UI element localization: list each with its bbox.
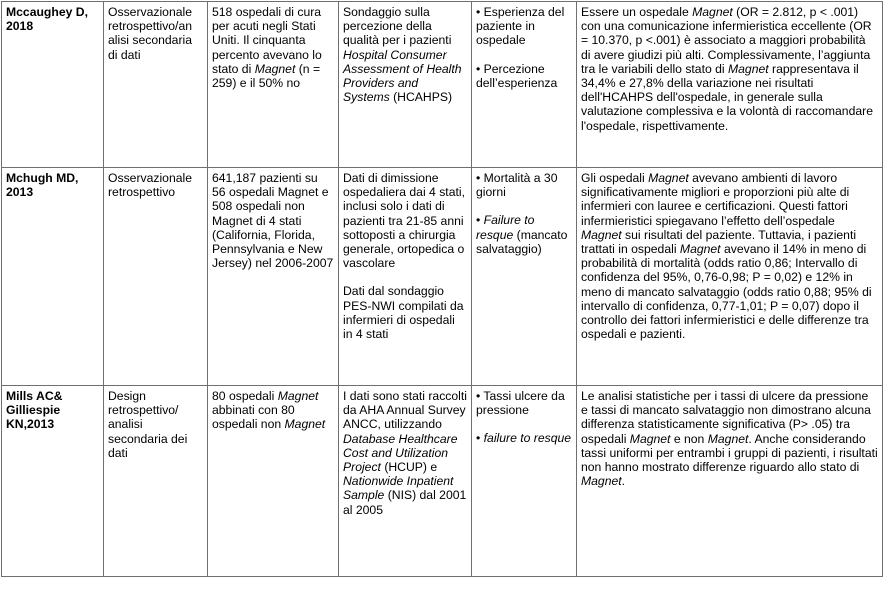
italic-text: Magnet	[284, 417, 326, 432]
text-run: (OR = 2.812, p < .001) con una comunicazione infermieristica eccellente (OR = 10.370, p <.001) è associato a maggiori probabilità di avere giudizi più alti. Complessivamente, l’aggiunta tra le variabili dello stato di	[581, 5, 872, 76]
text-run: •	[476, 431, 484, 446]
outcome-cell	[472, 386, 577, 577]
paragraph	[476, 213, 572, 256]
paragraph	[343, 5, 467, 104]
paragraph	[343, 284, 467, 341]
text-run: Dati dal sondaggio PES-NWI compilati da infermieri di ospedali in 4 stati	[343, 284, 464, 342]
paragraph	[476, 5, 572, 48]
sample-cell	[208, 386, 339, 577]
italic-text: Magnet	[254, 61, 296, 76]
italic-text: Magnet	[581, 474, 622, 489]
results-cell	[577, 2, 883, 168]
text-run: (HCUP) e	[380, 460, 438, 475]
text-run: Dati di dimissione ospedaliera dai 4 stati, inclusi solo i dati di pazienti tra 21-85 anni sottoposti a chirurgia generale, ortopedica o vascolare	[343, 171, 465, 271]
text-run: • Mortalità a 30 giorni	[476, 171, 558, 200]
text-run: avevano il 14% in meno di probabilità di mortalità (odds ratio 0,86; Intervallo di confidenza del 95%, 0,76-0,98; P = 0,02) e 12% in meno di mancato salvataggio (odds ratio 0,88; 95% di intervallo di confidenza, 0,77-1,01; P = 0,07) dopo il controllo dei fattori infermieristici e delle differenze tra ospedali e pazienti.	[581, 242, 872, 342]
text-run: sui risultati del paziente. Tuttavia, i pazienti trattati in ospedali	[581, 227, 857, 257]
italic-text: Magnet	[679, 242, 721, 257]
text-run: (mancato salvataggio)	[476, 227, 568, 256]
text-run: 80 ospedali	[212, 389, 278, 403]
italic-text: Magnet	[629, 431, 671, 446]
author-cell: Mccaughey D, 2018	[2, 2, 104, 168]
paragraph-gap	[476, 417, 572, 431]
text-run: Sondaggio sulla percezione della qualità per i pazienti	[343, 5, 452, 48]
text-run: e non	[670, 431, 708, 446]
tool-cell	[339, 168, 472, 386]
italic-text: Magnet	[692, 5, 733, 19]
table-row	[2, 386, 883, 577]
sample-cell	[208, 168, 339, 386]
tool-cell	[339, 386, 472, 577]
italic-text: Failure to resque	[476, 213, 535, 242]
paragraph-gap	[343, 270, 467, 284]
text-run: . Anche considerando tassi uniformi per entrambi i gruppi di pazienti, i risultati non hanno mostrato differenze riguardo allo stato di	[581, 431, 878, 475]
table-row	[2, 168, 883, 386]
italic-text: Magnet	[707, 431, 749, 446]
italic-text: failure to resque	[483, 431, 572, 446]
studies-table	[1, 1, 883, 577]
italic-text: Nationwide Inpatient Sample	[343, 474, 454, 503]
design-cell: Osservazionale retrospettivo	[104, 168, 208, 386]
author-cell: Mchugh MD, 2013	[2, 168, 104, 386]
table-row	[2, 2, 883, 168]
text-run: .	[621, 474, 626, 489]
italic-text: Magnet	[581, 227, 622, 242]
design-cell: Osservazionale retrospettivo/an alisi secondaria di dati	[104, 2, 208, 168]
text-run: Gli ospedali	[581, 171, 649, 185]
text-run: rappresentava il 34,4% e 27,8% della variazione nei risultati dell'HCAHPS dell'ospedale, in generale sulla valutazione complessiva e la volontà di raccomandare l'ospedale, rispettivamente.	[581, 61, 873, 133]
text-run: Essere un ospedale	[581, 5, 693, 19]
italic-text: Database Healthcare Cost and Utilization Project	[343, 431, 458, 475]
sample-cell	[208, 2, 339, 168]
italic-text: Hospital Consumer Assessment of Health Providers and Systems	[343, 47, 462, 105]
paragraph	[476, 431, 572, 445]
results-cell	[577, 386, 883, 577]
text-run: Le analisi statistiche per i tassi di ulcere da pressione e tassi di mancato salvataggio non dimostrano alcuna differenza statisticamente significativa (P> .05) tra ospedali	[581, 389, 871, 446]
italic-text: Magnet	[277, 389, 319, 403]
text-run: (NIS) dal 2001 al 2005	[343, 488, 467, 517]
paragraph	[343, 171, 467, 270]
results-cell	[577, 168, 883, 386]
paragraph	[476, 62, 572, 90]
design-cell: Design retrospettivo/ analisi secondaria dei dati	[104, 386, 208, 577]
text-run: • Percezione dell’esperienza	[476, 61, 558, 90]
text-run: • Esperienza del paziente in ospedale	[476, 5, 565, 48]
text-run: abbinati con 80 ospedali non	[212, 403, 295, 432]
text-run: 641,187 pazienti su 56 ospedali Magnet e 508 ospedali non Magnet di 4 stati (California, Florida, Pennsylvania e New Jersey) nel 2006-2007	[212, 171, 334, 271]
outcome-cell	[472, 2, 577, 168]
studies-table-wrapper	[1, 1, 883, 577]
author-cell: Mills AC& Gilliespie KN,2013	[2, 386, 104, 577]
text-run: (HCAHPS)	[389, 90, 453, 105]
italic-text: Magnet	[648, 171, 689, 185]
paragraph-gap	[476, 199, 572, 213]
text-run: 518 ospedali di cura per acuti negli Stati Uniti. Il cinquanta percento avevano lo stato di	[212, 5, 322, 76]
text-run: (n = 259) e il 50% no	[212, 61, 321, 91]
paragraph-gap	[476, 48, 572, 62]
paragraph	[476, 171, 572, 199]
text-run: avevano ambienti di lavoro significativamente migliori e proporzioni più alte di infermieri con lauree e certificazioni. Questi fattori infermieristici spiegavano l’effetto dell’ospedale	[581, 171, 850, 228]
tool-cell	[339, 2, 472, 168]
paragraph	[343, 389, 467, 517]
text-run: • Tassi ulcere da pressione	[476, 389, 565, 418]
text-run: I dati sono stati raccolti da AHA Annual Survey ANCC, utilizzando	[343, 389, 467, 432]
text-run: •	[476, 213, 484, 228]
paragraph	[476, 389, 572, 417]
outcome-cell	[472, 168, 577, 386]
italic-text: Magnet	[728, 61, 769, 76]
